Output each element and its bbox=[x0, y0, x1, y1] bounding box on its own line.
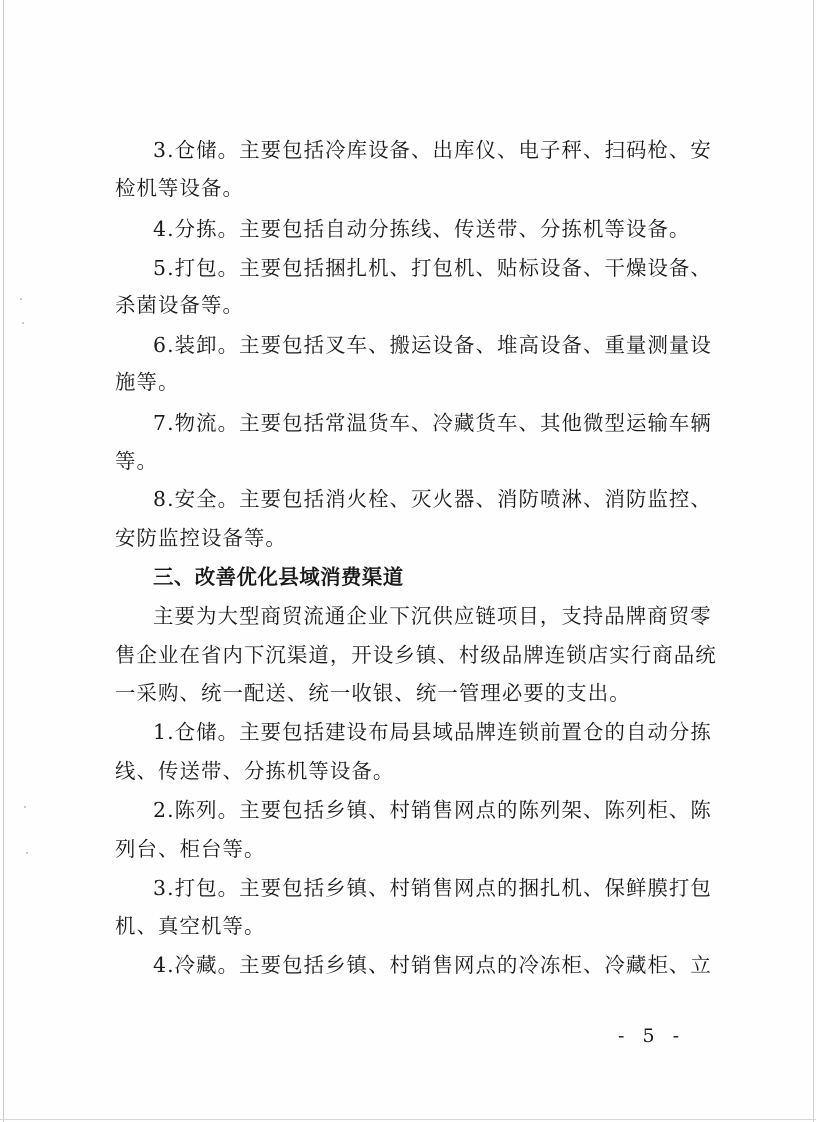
paragraph-line: 3.仓储。主要包括冷库设备、出库仪、电子秤、扫码枪、安 bbox=[153, 138, 712, 162]
scan-edge-left bbox=[3, 0, 4, 1122]
page-number: - 5 - bbox=[618, 1025, 686, 1047]
scan-speck bbox=[26, 852, 28, 854]
paragraph-line: 线、传送带、分拣机等设备。 bbox=[115, 759, 395, 783]
paragraph-line: 杀菌设备等。 bbox=[115, 293, 244, 317]
paragraph-line: 列台、柜台等。 bbox=[115, 837, 266, 861]
scan-speck bbox=[24, 806, 26, 808]
paragraph-line: 等。 bbox=[115, 449, 158, 473]
scan-edge-bottom bbox=[0, 1119, 816, 1120]
paragraph-line: 一采购、统一配送、统一收银、统一管理必要的支出。 bbox=[115, 681, 631, 705]
scan-speck bbox=[20, 298, 22, 300]
paragraph-line: 3.打包。主要包括乡镇、村销售网点的捆扎机、保鲜膜打包 bbox=[153, 876, 712, 900]
paragraph-line: 7.物流。主要包括常温货车、冷藏货车、其他微型运输车辆 bbox=[153, 411, 712, 435]
paragraph-line: 施等。 bbox=[115, 370, 180, 394]
paragraph-line: 4.分拣。主要包括自动分拣线、传送带、分拣机等设备。 bbox=[153, 217, 691, 241]
paragraph-line: 5.打包。主要包括捆扎机、打包机、贴标设备、干燥设备、 bbox=[153, 256, 712, 280]
paragraph-line: 8.安全。主要包括消火栓、灭火器、消防喷淋、消防监控、 bbox=[153, 487, 712, 511]
paragraph-line: 售企业在省内下沉渠道，开设乡镇、村级品牌连锁店实行商品统 bbox=[115, 643, 717, 667]
paragraph-line: 1.仓储。主要包括建设布局县域品牌连锁前置仓的自动分拣 bbox=[153, 720, 712, 744]
scan-speck bbox=[22, 322, 24, 324]
paragraph-line: 主要为大型商贸流通企业下沉供应链项目，支持品牌商贸零 bbox=[153, 604, 712, 628]
paragraph-line: 4.冷藏。主要包括乡镇、村销售网点的冷冻柜、冷藏柜、立 bbox=[153, 953, 712, 977]
paragraph-line: 安防监控设备等。 bbox=[115, 526, 287, 550]
scan-edge-right bbox=[813, 0, 814, 1122]
paragraph-line: 6.装卸。主要包括叉车、搬运设备、堆高设备、重量测量设 bbox=[153, 333, 712, 357]
paragraph-line: 检机等设备。 bbox=[115, 176, 244, 200]
paragraph-line: 2.陈列。主要包括乡镇、村销售网点的陈列架、陈列柜、陈 bbox=[153, 798, 712, 822]
paragraph-line: 机、真空机等。 bbox=[115, 914, 266, 938]
section-heading: 三、改善优化县域消费渠道 bbox=[153, 565, 404, 589]
